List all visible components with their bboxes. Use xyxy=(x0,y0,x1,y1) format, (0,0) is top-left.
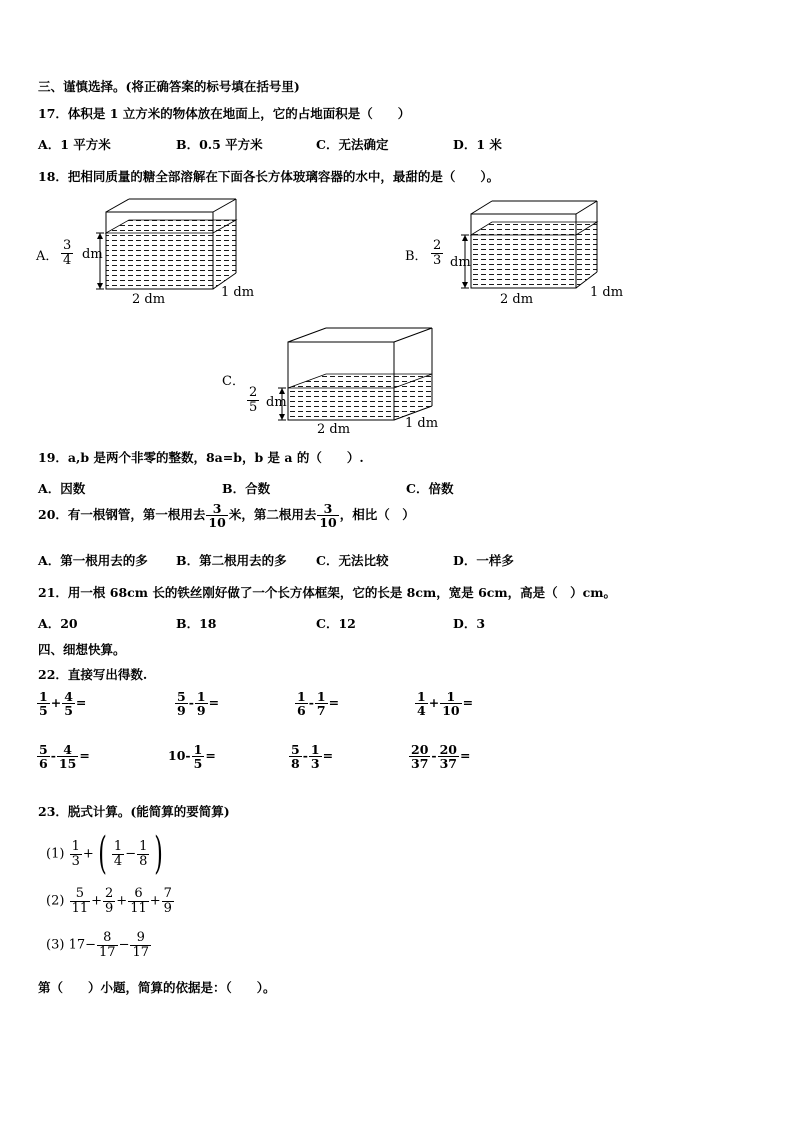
container-a-figure xyxy=(36,193,266,311)
container-b-figure xyxy=(405,197,635,315)
q20-option-b: B．第二根用去的多 xyxy=(176,553,287,568)
q23-e2-operator1: + xyxy=(91,893,103,909)
container-c-height-fraction xyxy=(246,386,260,414)
q22-item-3 xyxy=(294,690,339,717)
q23-e2-d-den: 9 xyxy=(163,900,172,916)
q23-e2-operator3: + xyxy=(149,893,161,909)
container-c-length: 2 dm xyxy=(317,422,351,437)
q22-item-5-equals: = xyxy=(79,748,90,764)
q23-expression-1 xyxy=(46,828,168,879)
q22-item-4-b-den: 10 xyxy=(442,703,460,719)
container-b-length: 2 dm xyxy=(500,292,534,307)
q23-e1-c-den: 8 xyxy=(139,853,148,869)
q20-stem-part1: 20．有一根钢管，第一根用去 xyxy=(38,507,206,523)
left-paren-icon: ( xyxy=(98,828,107,879)
q22-item-7-b-num: 1 xyxy=(310,742,320,757)
q19-option-a: A．因数 xyxy=(38,481,86,496)
q22-item-3-a-den: 6 xyxy=(297,703,306,719)
q23-e3-b-den: 17 xyxy=(132,944,150,960)
right-paren-icon: ) xyxy=(154,828,164,879)
container-a-length: 2 dm xyxy=(132,292,166,307)
q22-item-2-operator: - xyxy=(188,695,194,711)
q22-item-3-b-num: 1 xyxy=(316,689,326,704)
q19-option-b: B．合数 xyxy=(222,481,271,496)
q23-e1-c-num: 1 xyxy=(139,838,148,854)
q17-stem: 17．体积是 1 立方米的物体放在地面上，它的占地面积是（ ） xyxy=(38,106,411,121)
q23-footer: 第（ ）小题，简算的依据是：（ ）。 xyxy=(38,980,276,995)
q22-item-2-b-num: 1 xyxy=(196,689,206,704)
container-b-height-unit: dm xyxy=(450,255,471,270)
q23-stem: 23．脱式计算。(能简算的要简算) xyxy=(38,804,230,819)
q20-fraction1-num: 3 xyxy=(206,502,227,516)
container-a-height-num: 3 xyxy=(63,238,72,253)
q22-item-1-b-den: 5 xyxy=(64,703,73,719)
q22-item-1-a-num: 1 xyxy=(39,689,48,704)
q22-item-3-operator: - xyxy=(308,695,314,711)
q22-item-4 xyxy=(414,690,473,717)
q22-item-1-a-den: 5 xyxy=(39,703,48,719)
q23-e3-operator1: − xyxy=(85,937,97,953)
q22-item-8-a-num: 20 xyxy=(411,742,429,757)
q22-item-6-operator: - xyxy=(185,748,191,764)
q23-e1-a-num: 1 xyxy=(71,838,80,854)
q17-option-c: C．无法确定 xyxy=(316,137,389,152)
q22-item-7-equals: = xyxy=(322,748,334,764)
container-b-height-num: 2 xyxy=(433,238,442,253)
q17-option-b: B．0.5 平方米 xyxy=(176,137,263,152)
q21-option-b: B．18 xyxy=(176,616,217,631)
q23-e2-a-den: 11 xyxy=(71,900,89,916)
q21-stem: 21．用一根 68cm 长的铁丝刚好做了一个长方体框架，它的长是 8cm，宽是 6cm，高是（ ）cm。 xyxy=(38,585,616,600)
q22-item-5-a-den: 6 xyxy=(39,756,48,772)
q22-item-3-equals: = xyxy=(328,695,340,711)
q22-item-6 xyxy=(168,743,216,770)
q20-option-a: A．第一根用去的多 xyxy=(38,553,148,568)
q22-item-2-a-den: 9 xyxy=(177,703,186,719)
q20-fraction2-num: 3 xyxy=(317,502,338,516)
q20-stem-part2: 米，第二根用去 xyxy=(228,507,317,523)
q23-e3-a-num: 8 xyxy=(97,931,118,946)
q23-e1-label: (1) xyxy=(46,846,65,862)
q22-item-4-a-num: 1 xyxy=(417,689,426,704)
q20-fraction2-den: 10 xyxy=(319,515,337,531)
q22-item-6-whole: 10 xyxy=(168,748,186,764)
q23-e3-b-num: 9 xyxy=(130,931,151,946)
q19-option-c: C．倍数 xyxy=(406,481,454,496)
q23-e2-b-den: 9 xyxy=(105,900,114,916)
q22-item-7-operator: - xyxy=(302,748,308,764)
q22-item-6-b-num: 1 xyxy=(193,742,203,757)
q23-e1-a-den: 3 xyxy=(71,853,80,869)
q20-option-c: C．无法比较 xyxy=(316,553,389,568)
q23-e2-label: (2) xyxy=(46,893,65,909)
container-c-height-num: 2 xyxy=(249,385,258,400)
q22-item-1-operator: + xyxy=(50,695,62,711)
q23-e2-b-num: 2 xyxy=(105,886,114,901)
q23-e2-d-num: 7 xyxy=(163,886,172,901)
q22-item-2 xyxy=(174,690,219,717)
q22-item-4-operator: + xyxy=(428,695,440,711)
q22-item-8-a-den: 37 xyxy=(411,756,429,772)
q23-e2-c-num: 6 xyxy=(128,887,149,902)
q19-stem: 19．a,b 是两个非零的整数，8a=b，b 是 a 的（ ）. xyxy=(38,450,364,465)
q23-expression-3 xyxy=(46,931,152,959)
q22-item-7-a-den: 8 xyxy=(291,756,300,772)
q23-expression-2 xyxy=(46,887,175,915)
q22-item-7-b-den: 3 xyxy=(310,756,320,772)
q23-e3-operator2: − xyxy=(118,937,130,953)
q20-stem-part3: ，相比（ ） xyxy=(339,507,415,523)
container-c-width: 1 dm xyxy=(405,416,439,431)
q23-e3-label: (3) xyxy=(46,937,65,953)
container-a-height-unit: dm xyxy=(82,247,103,262)
q17-option-d: D．1 米 xyxy=(453,137,502,152)
q22-item-7-a-num: 5 xyxy=(291,742,300,757)
container-b-width: 1 dm xyxy=(590,285,624,300)
container-b-height-den: 3 xyxy=(433,252,442,268)
q22-item-8 xyxy=(408,743,471,770)
q22-item-4-a-den: 4 xyxy=(417,703,426,719)
container-c-figure xyxy=(222,324,452,440)
q22-item-3-a-num: 1 xyxy=(297,689,306,704)
q22-item-6-equals: = xyxy=(205,748,216,764)
q22-item-3-b-den: 7 xyxy=(316,703,326,719)
q22-item-2-a-num: 5 xyxy=(177,689,186,704)
container-a-height-den: 4 xyxy=(63,252,72,268)
q23-e2-a-num: 5 xyxy=(70,887,91,902)
q22-item-2-b-den: 9 xyxy=(196,703,206,719)
q21-option-a: A．20 xyxy=(38,616,78,631)
q23-e3-whole: 17 xyxy=(68,937,86,953)
q22-item-4-equals: = xyxy=(462,695,474,711)
q22-item-5-operator: - xyxy=(50,748,56,764)
q23-e1-b-den: 4 xyxy=(113,853,123,869)
q22-item-5-b-num: 4 xyxy=(57,743,78,757)
q22-item-4-b-num: 1 xyxy=(440,690,461,704)
q23-e1-operator1: + xyxy=(82,846,94,862)
q20-fraction1-den: 10 xyxy=(208,515,226,531)
q21-option-c: C．12 xyxy=(316,616,356,631)
q22-item-8-b-den: 37 xyxy=(439,756,458,772)
q22-item-8-b-num: 20 xyxy=(439,742,458,757)
q17-option-a: A．1 平方米 xyxy=(38,137,111,152)
q22-item-2-equals: = xyxy=(208,695,220,711)
q22-item-8-operator: - xyxy=(431,748,437,764)
q22-item-5-b-den: 15 xyxy=(58,756,77,772)
q22-item-5-a-num: 5 xyxy=(39,742,48,757)
q23-e1-operator2: − xyxy=(125,846,137,862)
q22-item-5 xyxy=(36,743,90,770)
container-c-height-den: 5 xyxy=(249,399,258,415)
q23-e2-c-den: 11 xyxy=(130,900,147,916)
q22-item-7 xyxy=(288,743,333,770)
q21-option-d: D．3 xyxy=(453,616,486,631)
q22-item-8-equals: = xyxy=(460,748,471,764)
container-a-height-fraction xyxy=(60,239,74,267)
q23-e1-b-num: 1 xyxy=(113,838,123,854)
q22-item-6-b-den: 5 xyxy=(193,756,203,772)
q23-e3-a-den: 17 xyxy=(99,944,116,960)
container-c-height-unit: dm xyxy=(266,395,287,410)
q22-item-1-equals: = xyxy=(75,695,87,711)
section-title-3: 三、谨慎选择。(将正确答案的标号填在括号里) xyxy=(38,79,300,94)
section-title-4: 四、细想快算。 xyxy=(38,642,126,657)
q22-stem: 22．直接写出得数. xyxy=(38,667,148,682)
q22-item-1 xyxy=(36,690,86,717)
container-a-label: A． xyxy=(36,249,59,264)
container-a-width: 1 dm xyxy=(221,285,255,300)
q20-stem xyxy=(38,502,415,529)
container-c-label: C． xyxy=(222,374,245,389)
q20-option-d: D．一样多 xyxy=(453,553,514,568)
container-b-height-fraction xyxy=(430,239,444,267)
q23-e2-operator2: + xyxy=(116,893,128,909)
q18-stem: 18．把相同质量的糖全部溶解在下面各长方体玻璃容器的水中，最甜的是（ ）。 xyxy=(38,169,500,184)
container-b-label: B． xyxy=(405,249,428,264)
q22-item-1-b-num: 4 xyxy=(64,689,73,704)
